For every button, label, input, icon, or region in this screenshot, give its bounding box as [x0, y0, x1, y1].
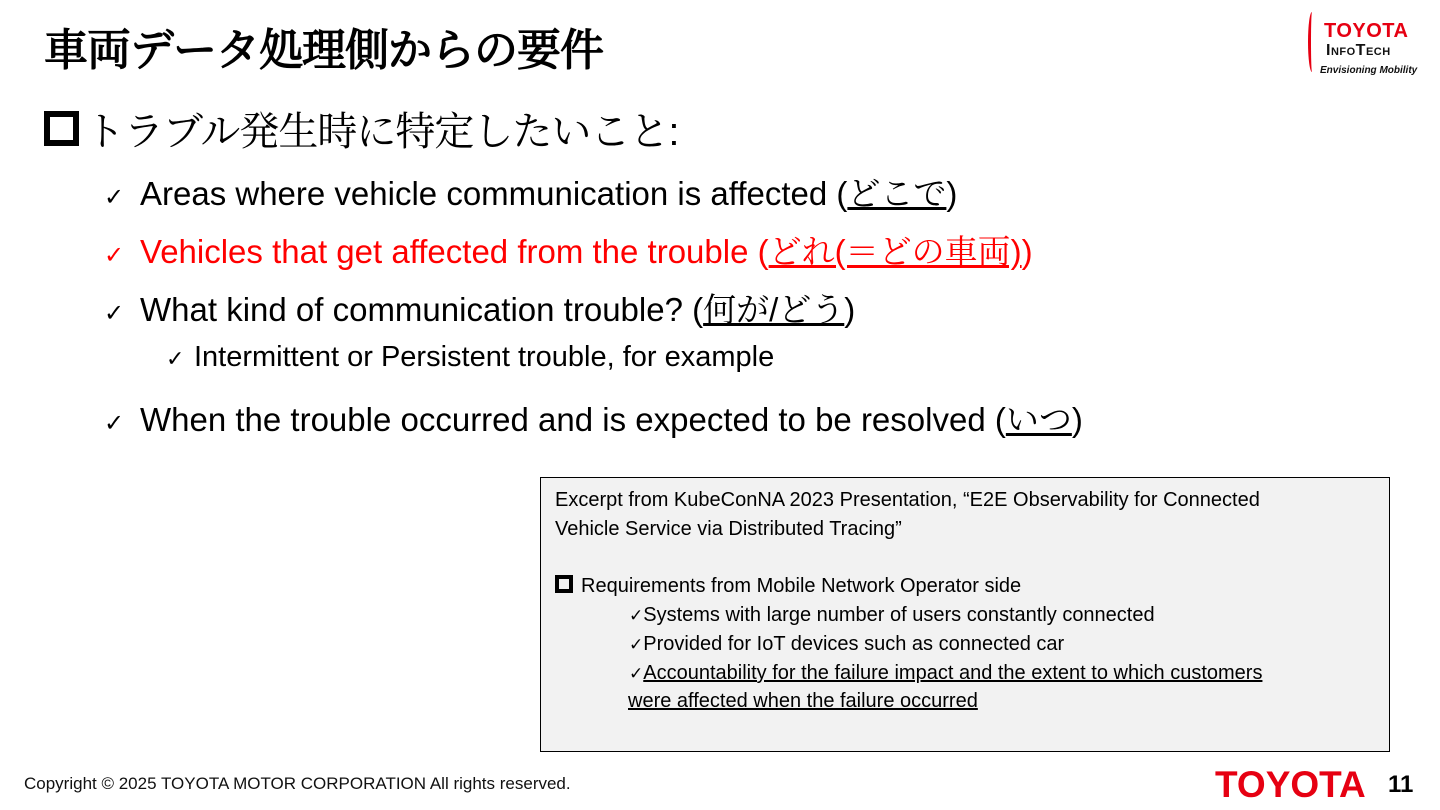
- item-text: When the trouble occurred and is expected to be resolved (: [140, 401, 1006, 438]
- check-icon: ✓: [104, 183, 125, 211]
- check-icon: ✓: [166, 347, 185, 372]
- item-end: ): [946, 175, 958, 212]
- logo-swoosh-icon: [1308, 12, 1316, 72]
- list-item: [104, 284, 855, 331]
- requirements-text: Requirements from Mobile Network Operator side: [581, 575, 1022, 597]
- excerpt-bullet: [629, 630, 1064, 660]
- item-jp-text: 何が/どう: [703, 291, 845, 328]
- square-bullet-icon: [44, 111, 79, 146]
- heading-text: トラブル発生時に特定したいこと:: [85, 110, 679, 154]
- bullet-text: Systems with large number of users constantly connected: [643, 604, 1155, 626]
- toyota-brand-logo: TOYOTA: [1215, 764, 1366, 805]
- list-item: [104, 394, 1083, 441]
- item-jp-text: いつ: [1005, 401, 1072, 438]
- sub-list-item: [166, 341, 774, 374]
- check-icon: ✓: [104, 409, 125, 437]
- excerpt-box: [540, 477, 1390, 752]
- check-icon: ✓: [629, 664, 644, 684]
- toyota-infotech-logo: [1302, 8, 1427, 80]
- item-jp-text: どれ(＝どの車両): [768, 233, 1022, 270]
- section-heading: [44, 100, 679, 157]
- slide-title: 車両データ処理側からの要件: [44, 26, 603, 75]
- item-text: Intermittent or Persistent trouble, for example: [194, 341, 775, 373]
- bullet-text: Provided for IoT devices such as connected car: [643, 633, 1065, 655]
- bullet-text-continued: were affected when the failure occurred: [628, 690, 978, 712]
- item-end: ): [1071, 401, 1083, 438]
- item-end: ): [1021, 233, 1033, 270]
- logo-text-infotech: InfoTech: [1326, 42, 1391, 59]
- excerpt-bullet: [629, 659, 1262, 689]
- check-icon: ✓: [629, 606, 644, 626]
- check-icon: ✓: [104, 241, 125, 269]
- logo-tagline: Envisioning Mobility: [1320, 65, 1418, 76]
- list-item-highlighted: [104, 226, 1033, 273]
- copyright-text: Copyright © 2025 TOYOTA MOTOR CORPORATION All rights reserved.: [24, 774, 571, 793]
- item-jp-text: どこで: [847, 175, 947, 212]
- bullet-text: Accountability for the failure impact and the extent to which customers: [643, 662, 1263, 684]
- check-icon: ✓: [629, 635, 644, 655]
- item-text: Areas where vehicle communication is affected (: [140, 175, 848, 212]
- excerpt-line-1: Excerpt from KubeConNA 2023 Presentation, “E2E Observability for Connected: [555, 489, 1260, 511]
- item-text: Vehicles that get affected from the trouble (: [140, 233, 769, 270]
- list-item: [104, 168, 957, 215]
- page-number: 11: [1388, 771, 1414, 798]
- check-icon: ✓: [104, 299, 125, 327]
- logo-text-toyota: TOYOTA: [1324, 20, 1409, 42]
- excerpt-line-2: Vehicle Service via Distributed Tracing”: [555, 518, 902, 540]
- item-text: What kind of communication trouble? (: [140, 291, 704, 328]
- square-bullet-icon: [555, 575, 573, 593]
- item-end: ): [844, 291, 856, 328]
- excerpt-requirements: [555, 572, 1021, 601]
- excerpt-bullet: [629, 601, 1155, 631]
